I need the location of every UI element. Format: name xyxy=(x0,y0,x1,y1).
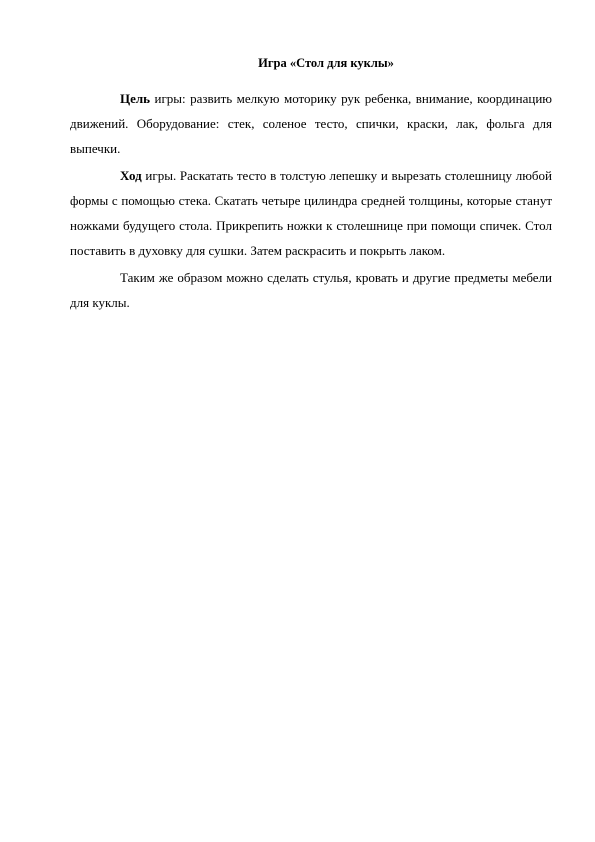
paragraph-lead: Ход xyxy=(120,168,142,183)
document-body xyxy=(70,54,552,317)
paragraph-text: игры. Раскатать тесто в толстую лепешку и вырезать столешницу любой формы с помощью стека. Скатать четыре цилиндра средней толщины, которые станут ножками будущего стола. Прикрепить ножки к столешнице при помощи спичек. Стол поставить в духовку для сушки. Затем раскрасить и покрыть лаком. xyxy=(70,168,552,258)
paragraph-text: игры: развить мелкую моторику рук ребенка, внимание, координацию движений. Оборудование: стек, соленое тесто, спички, краски, лак, фольга для выпечки. xyxy=(70,91,552,156)
paragraph-variation xyxy=(70,265,552,315)
document-title: Игра «Стол для куклы» xyxy=(258,56,394,70)
paragraph-goal xyxy=(70,86,552,161)
paragraph-text: Таким же образом можно сделать стулья, кровать и другие предметы мебели для куклы. xyxy=(70,270,552,310)
paragraph-procedure xyxy=(70,163,552,263)
paragraph-lead: Цель xyxy=(120,91,151,106)
